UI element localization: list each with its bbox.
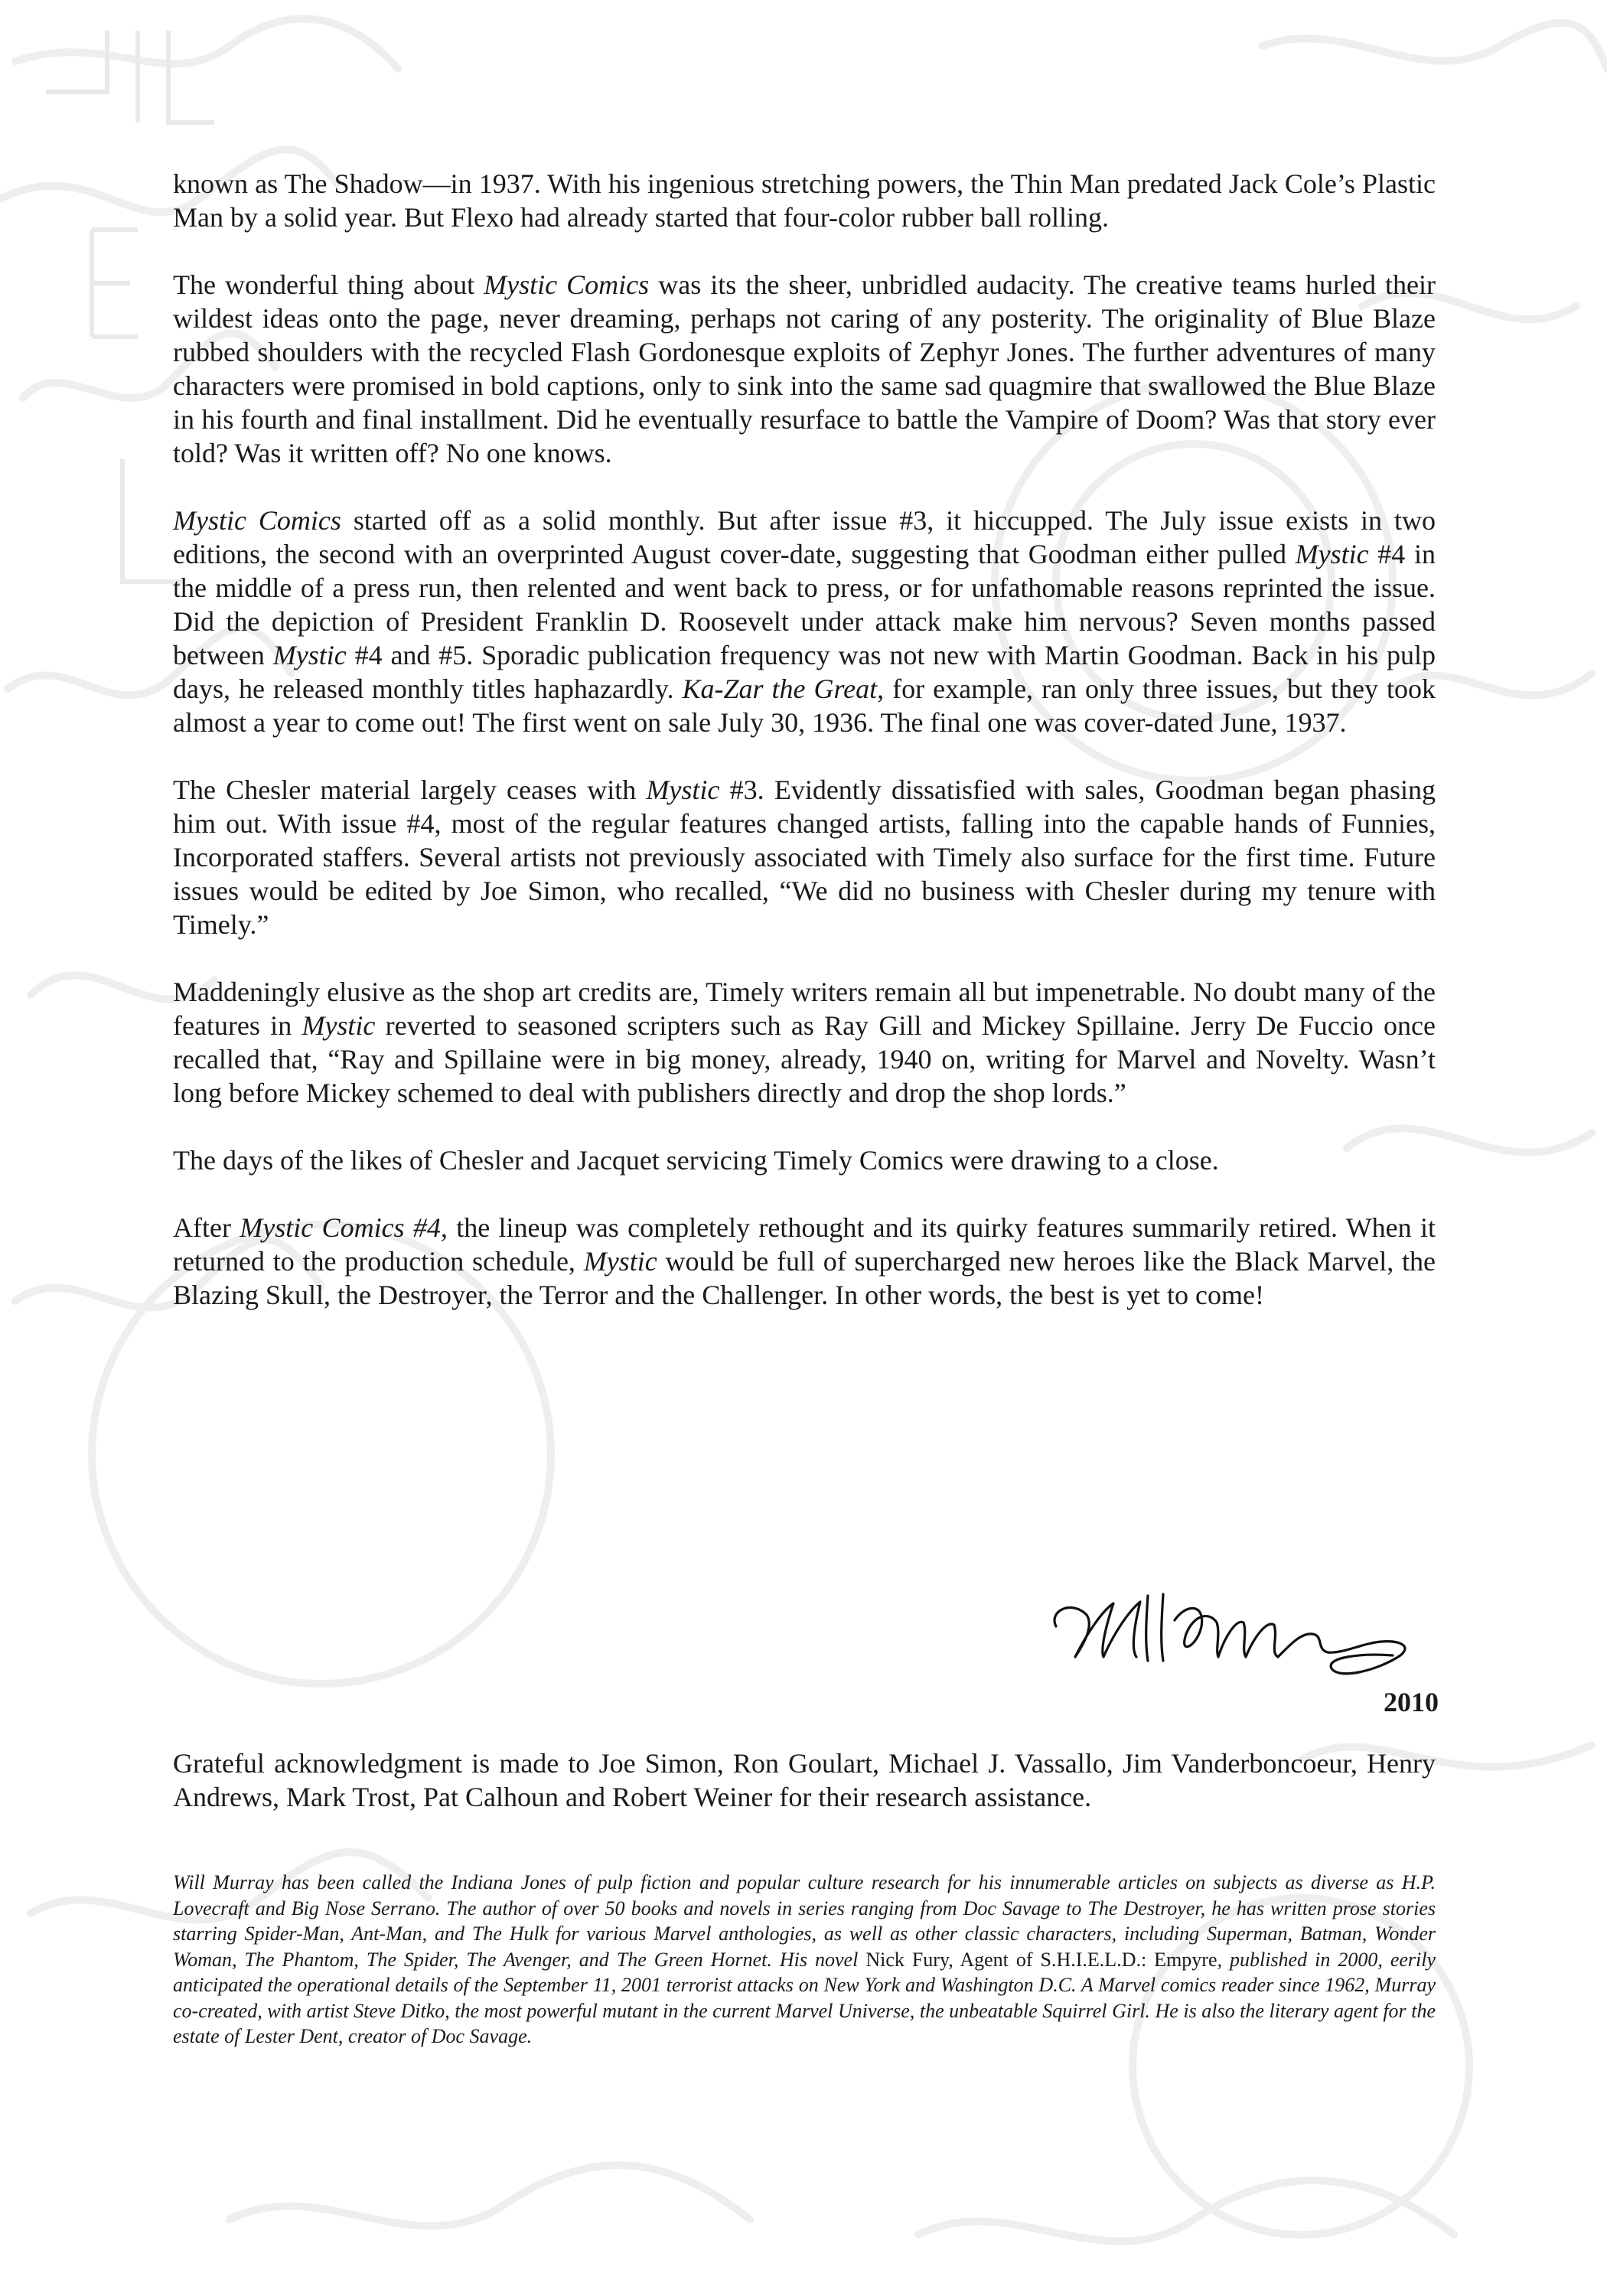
text-run: After <box>173 1212 240 1243</box>
text-run: The Chesler material largely ceases with <box>173 775 647 805</box>
author-bio <box>173 1870 1436 2050</box>
signature-block <box>1041 1573 1439 1717</box>
text-run: reverted to seasoned scripters such as Ray Gill and Mickey Spillaine. Jerry De Fuccio once recalled that, “Ray and Spillaine were in big money, already, 1940 on, writing for Marvel and Novelty. Wasn’t long before Mickey schemed to deal with publishers directly and drop the shop lords.” <box>173 1010 1436 1108</box>
italic-title-run: Mystic <box>583 1246 657 1277</box>
text-run: the lineup was completely rethought and its quirky features summarily retired. When it returned to the production schedule, <box>173 1212 1436 1277</box>
text-run: known as The Shadow—in 1937. With his ingenious stretching powers, the Thin Man predated Jack Cole’s Plastic Man by a solid year. But Flexo had already started that four-color rubber ball rolling. <box>173 168 1436 233</box>
bio-text-1: Will Murray has been called the Indiana Jones of pulp fiction and popular culture research for his innumerable articles on subjects as diverse as H.P. Lovecraft and Big Nose Serrano. The author of over 50 books and novels in series ranging from Doc Savage to The Destroyer, he has written prose stories starring Spider-Man, Ant-Man, and The Hulk for various Marvel anthologies, as well as other classic characters, including Superman, Batman, Wonder Woman, The Phantom, The Spider, The Avenger, and The Green Hornet. His novel <box>173 1871 1436 1971</box>
paragraph <box>173 773 1436 941</box>
text-run: The days of the likes of Chesler and Jacquet servicing Timely Comics were drawing to a close. <box>173 1145 1219 1176</box>
text-run: Maddeningly elusive as the shop art credits are, Timely writers remain all but impenetrable. No doubt many of the features in <box>173 977 1436 1041</box>
italic-title-run: Mystic <box>1295 539 1369 569</box>
bio-text-2: , published in 2000, eerily anticipated the operational details of the September 11, 2001 terrorist attacks on New York and Washington D.C. A Marvel comics reader since 1962, Murray co-created, with artist Steve Ditko, the most powerful mutant in the current Marvel Universe, the unbeatable Squirrel Girl. He is also the literary agent for the estate of Lester Dent, creator of Doc Savage. <box>173 1948 1436 2047</box>
italic-title-run: Mystic <box>302 1010 376 1041</box>
paragraph <box>173 268 1436 470</box>
italic-title-run: Mystic <box>646 775 720 805</box>
text-run: #4 in the middle of a press run, then relented and went back to press, or for unfathomable reasons reprinted the issue. Did the depiction of President Franklin D. Roosevelt under attack make him nervous? Seven months passed between <box>173 539 1436 670</box>
italic-title-run: Mystic <box>272 640 347 670</box>
signature-year: 2010 <box>1384 1687 1439 1717</box>
text-run: started off as a solid monthly. But after issue #3, it hiccupped. The July issue exists in two editions, the second with an overprinted August cover-date, suggesting that Goodman either pulled <box>173 505 1436 569</box>
italic-title-run: Mystic Comics #4, <box>240 1212 448 1243</box>
italic-title-run: Mystic Comics <box>484 269 650 300</box>
article-body <box>173 167 1436 1345</box>
text-run: #3. Evidently dissatisfied with sales, Goodman began phasing him out. With issue #4, most of the regular features changed artists, falling into the capable hands of Funnies, Incorporated staffers. Several artists not previously associated with Timely also surface for the first time. Future issues would be edited by Joe Simon, who recalled, “We did no business with Chesler during my tenure with Timely.” <box>173 775 1436 940</box>
text-run: , for example, ran only three issues, but they took almost a year to come out! The first went on sale July 30, 1936. The final one was cover-dated June, 1937. <box>173 673 1436 738</box>
acknowledgment: Grateful acknowledgment is made to Joe Simon, Ron Goulart, Michael J. Vassallo, Jim Vanderboncoeur, Henry Andrews, Mark Trost, Pat Calhoun and Robert Weiner for their research assistance. <box>173 1748 1436 1812</box>
bio-novel-title: Nick Fury, Agent of S.H.I.E.L.D.: Empyre <box>865 1948 1217 1971</box>
text-run: would be full of supercharged new heroes like the Black Marvel, the Blazing Skull, the Destroyer, the Terror and the Challenger. In other words, the best is yet to come! <box>173 1246 1436 1310</box>
text-run: The wonderful thing about <box>173 269 484 300</box>
paragraph <box>173 167 1436 234</box>
paragraph <box>173 1211 1436 1312</box>
paragraph <box>173 1143 1436 1177</box>
text-run: was its the sheer, unbridled audacity. The creative teams hurled their wildest ideas onto the page, never dreaming, perhaps not caring of any posterity. The originality of Blue Blaze rubbed shoulders with the recycled Flash Gordonesque exploits of Zephyr Jones. The further adventures of many characters were promised in bold captions, only to sink into the same sad quagmire that swallowed the Blue Blaze in his fourth and final installment. Did he eventually resurface to battle the Vampire of Doom? Was that story ever told? Was it written off? No one knows. <box>173 269 1436 468</box>
paragraph <box>173 975 1436 1110</box>
paragraph <box>173 504 1436 739</box>
italic-title-run: Ka-Zar the Great <box>682 673 878 704</box>
italic-title-run: Mystic Comics <box>173 505 341 536</box>
handwritten-signature <box>1041 1573 1439 1688</box>
text-run: #4 and #5. Sporadic publication frequency was not new with Martin Goodman. Back in his pulp days, he released monthly titles haphazardly. <box>173 640 1436 704</box>
